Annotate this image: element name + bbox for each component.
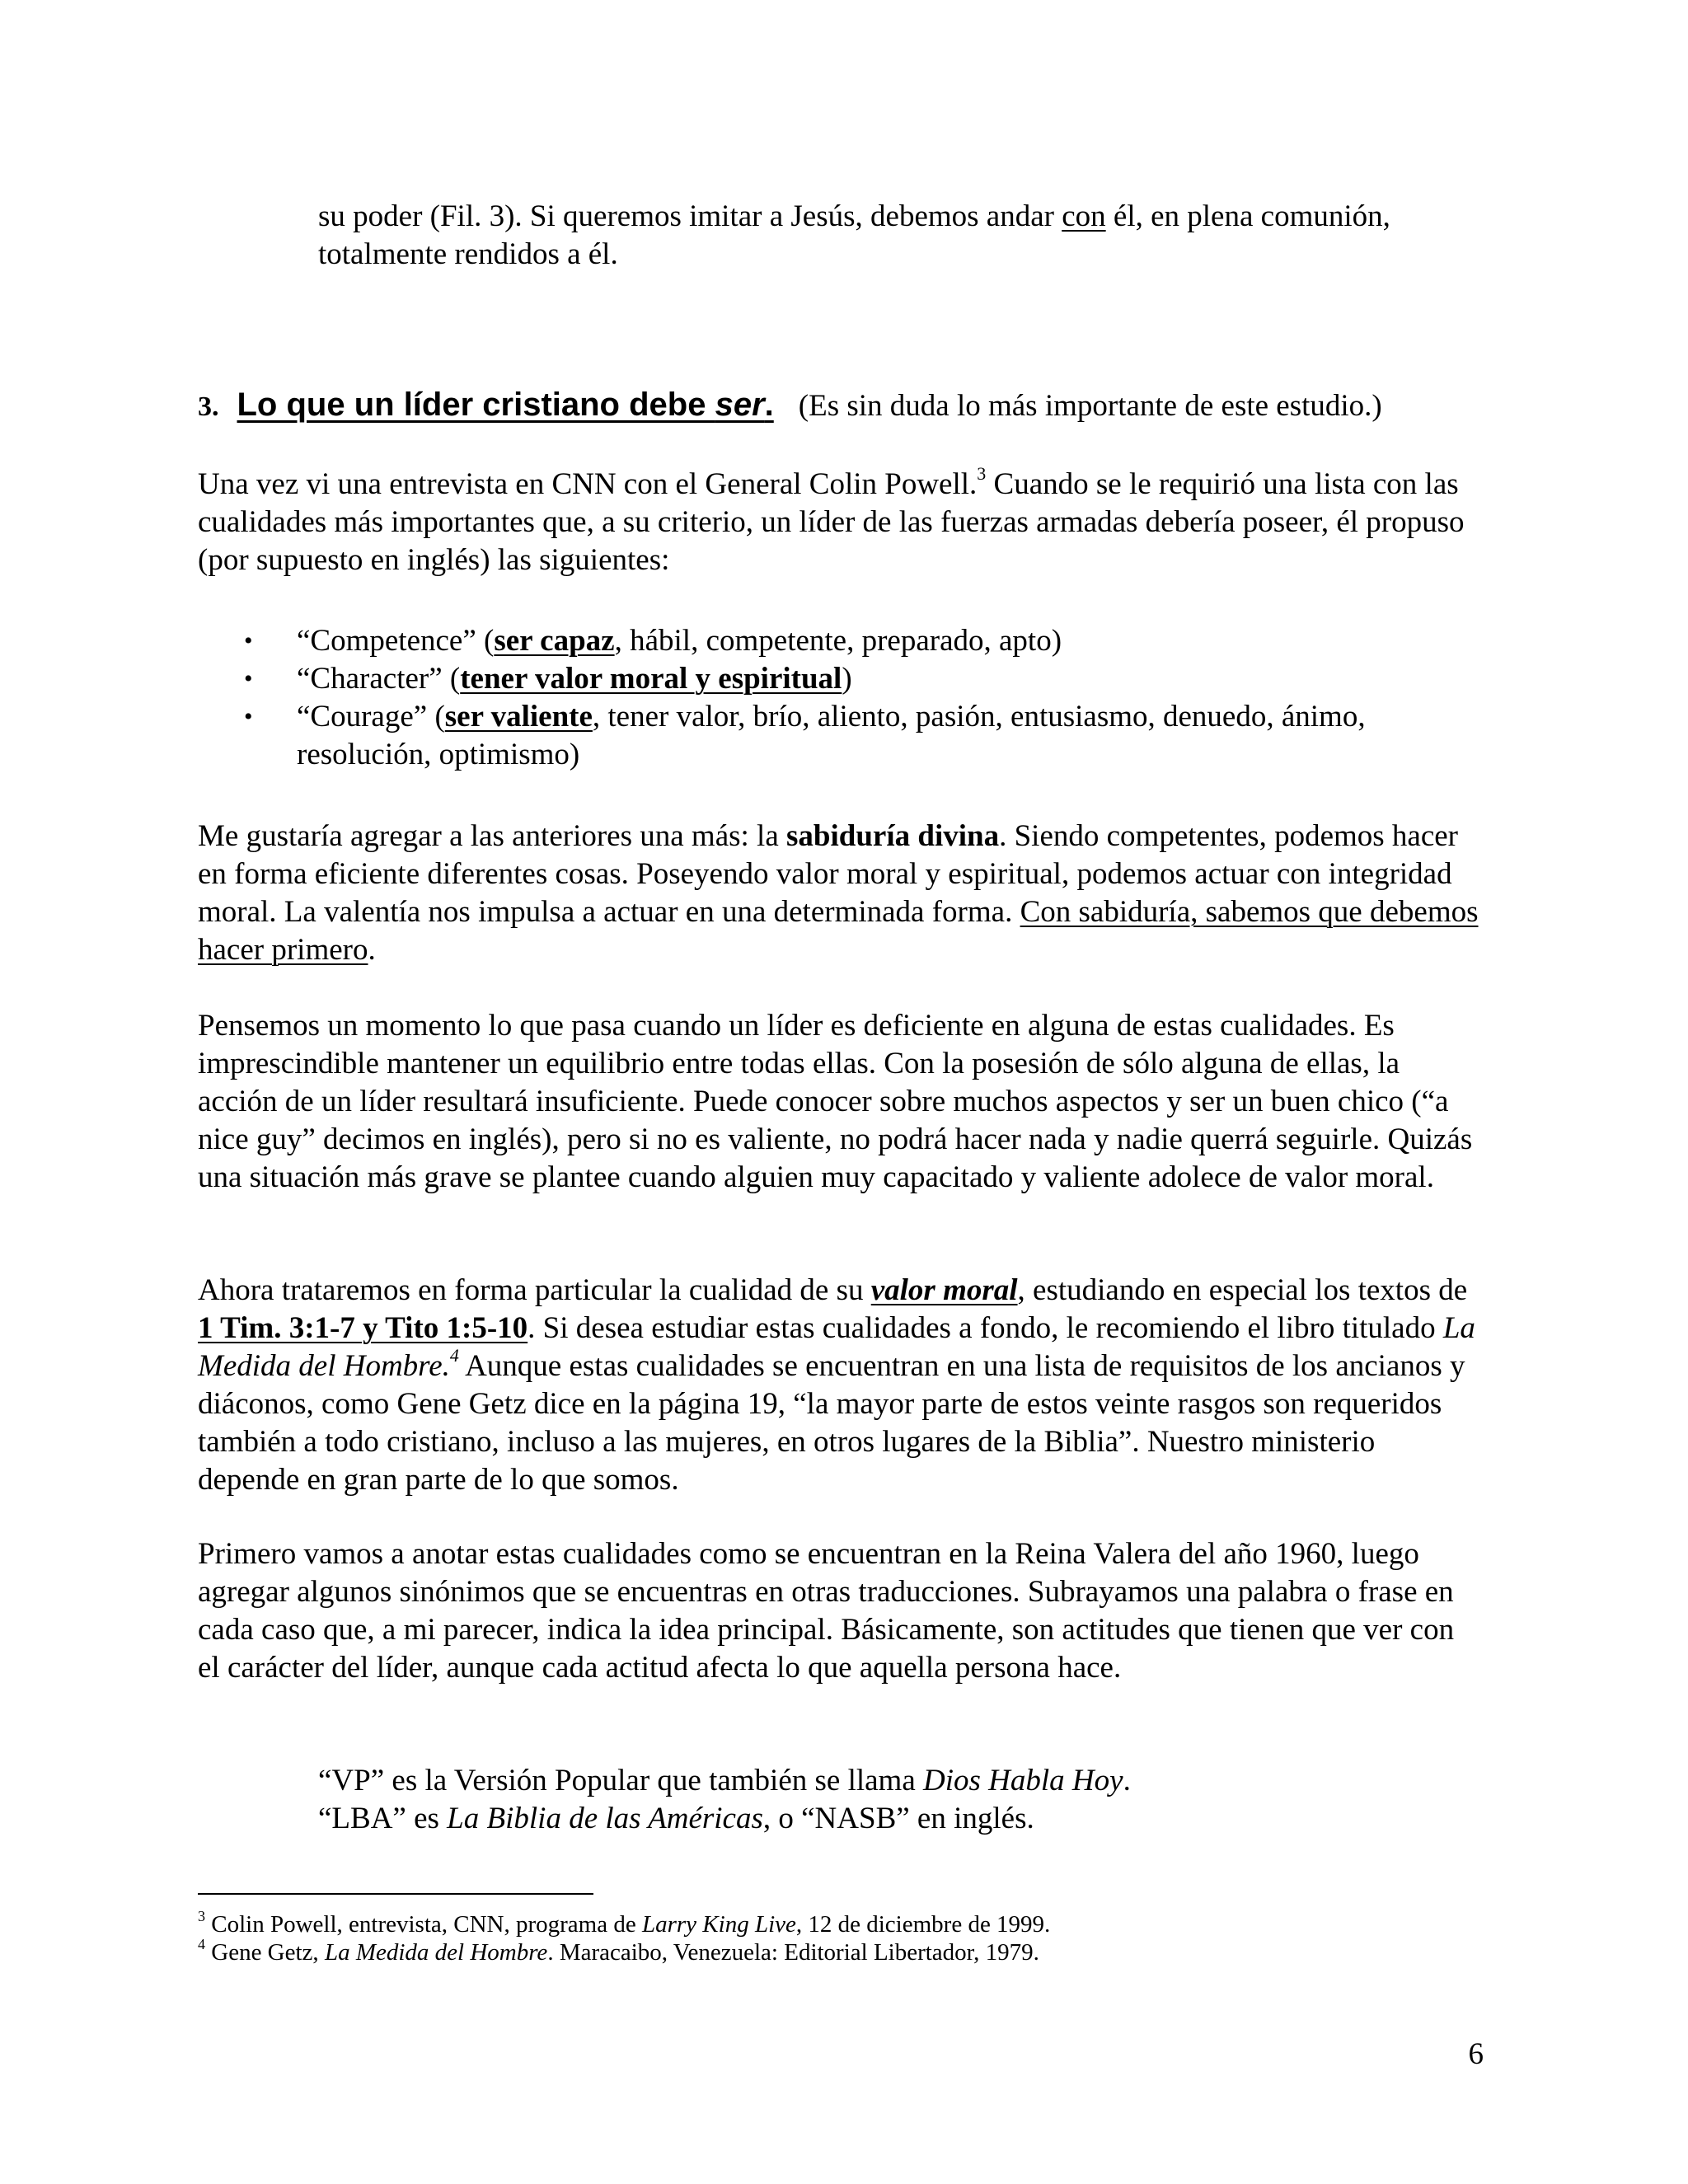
footnote-4 — [198, 1938, 1484, 1966]
section-number: 3. — [198, 391, 219, 422]
section-note: (Es sin duda lo más importante de este estudio.) — [798, 389, 1382, 423]
definition-vp — [318, 1764, 1131, 1797]
text-span: . — [1123, 1764, 1131, 1797]
text-span: Colin Powell, entrevista, CNN, programa de — [205, 1911, 642, 1938]
text-span: Gene Getz, — [205, 1939, 325, 1966]
text-span: él, en plena comunión, totalmente rendidos a él. — [318, 199, 1390, 271]
list-item — [239, 698, 1484, 774]
bullet-icon: • — [244, 665, 253, 692]
paragraph-balance: Pensemos un momento lo que pasa cuando un líder es deficiente en alguna de estas cualidades. Es imprescindible mantener un equilibrio entre todas ellas. Con la posesión de sólo alguna de ellas, la acción de un líder resultará insuficiente. Puede conocer sobre muchos aspectos y ser un buen chico (“a nice guy” decimos en inglés), pero si no es valiente, no podrá hacer nada y nadie querrá seguirle. Quizás una situación más grave se plantee cuando alguien muy capacitado y valiente adolece de valor moral. — [198, 1009, 1473, 1194]
key-phrase: ser capaz — [494, 624, 615, 658]
intro-paragraph — [318, 198, 1484, 274]
paragraph-powell — [198, 462, 1484, 579]
text-span: Ahora trataremos en forma particular la cualidad de su — [198, 1273, 871, 1307]
underlined-phrase: Con sabiduría, sabemos que debemos hacer primero — [198, 895, 1479, 967]
qualities-list — [239, 622, 1484, 774]
abbreviation-definitions — [318, 1762, 1484, 1838]
scripture-reference: 1 Tim. 3:1-7 y Tito 1:5-10 — [198, 1311, 528, 1345]
title-period: . — [764, 387, 774, 423]
text-span: . — [368, 933, 376, 967]
list-item — [239, 622, 1484, 660]
text-span: ) — [842, 662, 852, 696]
page-number: 6 — [1468, 2037, 1484, 2071]
text-span: . Si desea estudiar estas cualidades a fondo, le recomiendo el libro titulado — [528, 1311, 1443, 1345]
italic-title: La Medida del Hombre — [324, 1939, 548, 1966]
list-item — [239, 660, 1484, 698]
text-span: “LBA” es — [318, 1802, 448, 1835]
text-span: “Courage” ( — [297, 700, 445, 733]
italic-title: Larry King Live — [641, 1911, 796, 1938]
footnote-ref-4: 4 — [449, 1344, 459, 1366]
text-span: Me gustaría agregar a las anteriores una más: la — [198, 819, 787, 853]
footnote-separator — [198, 1893, 593, 1895]
text-span: “VP” es la Versión Popular que también se llama — [318, 1764, 924, 1797]
section-heading — [198, 386, 1484, 426]
bold-phrase: sabiduría divina — [786, 819, 1000, 853]
bold-italic-phrase: valor moral — [870, 1273, 1018, 1307]
text-span: Cuando se le requirió una lista con las cualidades más importantes que, a su criterio, un líder de las fuerzas armadas debería poseer, él propuso (por supuesto en inglés) las siguientes: — [198, 467, 1465, 577]
bullet-icon: • — [244, 627, 253, 654]
text-span: , estudiando en especial los textos de — [1017, 1273, 1468, 1307]
title-text: Lo que un líder cristiano debe — [237, 387, 715, 423]
italic-title: La Biblia de las Américas — [447, 1802, 763, 1835]
text-span: . Siendo competentes, podemos hacer en forma eficiente diferentes cosas. Poseyendo valor moral y espiritual, podemos actuar con integridad moral. La valentía nos impulsa a actuar en una determinada forma. — [198, 819, 1459, 929]
key-phrase: ser valiente — [444, 700, 593, 733]
text-span: , 12 de diciembre de 1999. — [795, 1911, 1051, 1938]
key-phrase: tener valor moral y espiritual — [460, 662, 842, 696]
text-span: Una vez vi una entrevista en CNN con el General Colin Powell. — [198, 467, 978, 501]
text-span: su poder (Fil. 3). Si queremos imitar a Jesús, debemos andar — [318, 199, 1062, 233]
footnote-3 — [198, 1910, 1484, 1938]
paragraph-wisdom — [198, 818, 1484, 969]
text-span: Aunque estas cualidades se encuentran en una lista de requisitos de los ancianos y diáconos, como Gene Getz dice en la página 19, “la mayor parte de estos veinte rasgos son requeridos también a todo cristiano, incluso a las mujeres, en otros lugares de la Biblia”. Nuestro ministerio depende en gran parte de lo que somos. — [198, 1349, 1465, 1497]
text-span: , hábil, competente, preparado, apto) — [614, 624, 1062, 658]
underlined-word: con — [1062, 199, 1106, 233]
bullet-icon: • — [244, 703, 253, 730]
text-span: , tener valor, brío, aliento, pasión, entusiasmo, denuedo, ánimo, resolución, optimismo) — [297, 700, 1366, 771]
footnote-number: 3 — [198, 1908, 205, 1925]
title-emphasis: ser — [715, 387, 765, 423]
footnote-number: 4 — [198, 1936, 205, 1953]
text-span: . Maracaibo, Venezuela: Editorial Libertador, 1979. — [547, 1939, 1039, 1966]
text-span: “Character” ( — [297, 662, 461, 696]
book-title: La Medida del Hombre. — [198, 1311, 1475, 1383]
italic-title: Dios Habla Hoy — [923, 1764, 1123, 1797]
text-span: , o “NASB” en inglés. — [762, 1802, 1034, 1835]
footnote-ref-3: 3 — [977, 462, 987, 484]
paragraph-moral-value — [198, 1272, 1484, 1499]
section-title — [237, 387, 774, 423]
text-span: “Competence” ( — [297, 624, 495, 658]
footnotes — [198, 1910, 1484, 1966]
definition-lba — [318, 1802, 1034, 1835]
paragraph-method: Primero vamos a anotar estas cualidades como se encuentran en la Reina Valera del año 1960, luego agregar algunos sinónimos que se encuentras en otras traducciones. Subrayamos una palabra o frase en cada caso que, a mi parecer, indica la idea principal. Básicamente, son actitudes que tienen que ver con el carácter del líder, aunque cada actitud afecta lo que aquella persona hace. — [198, 1537, 1455, 1685]
